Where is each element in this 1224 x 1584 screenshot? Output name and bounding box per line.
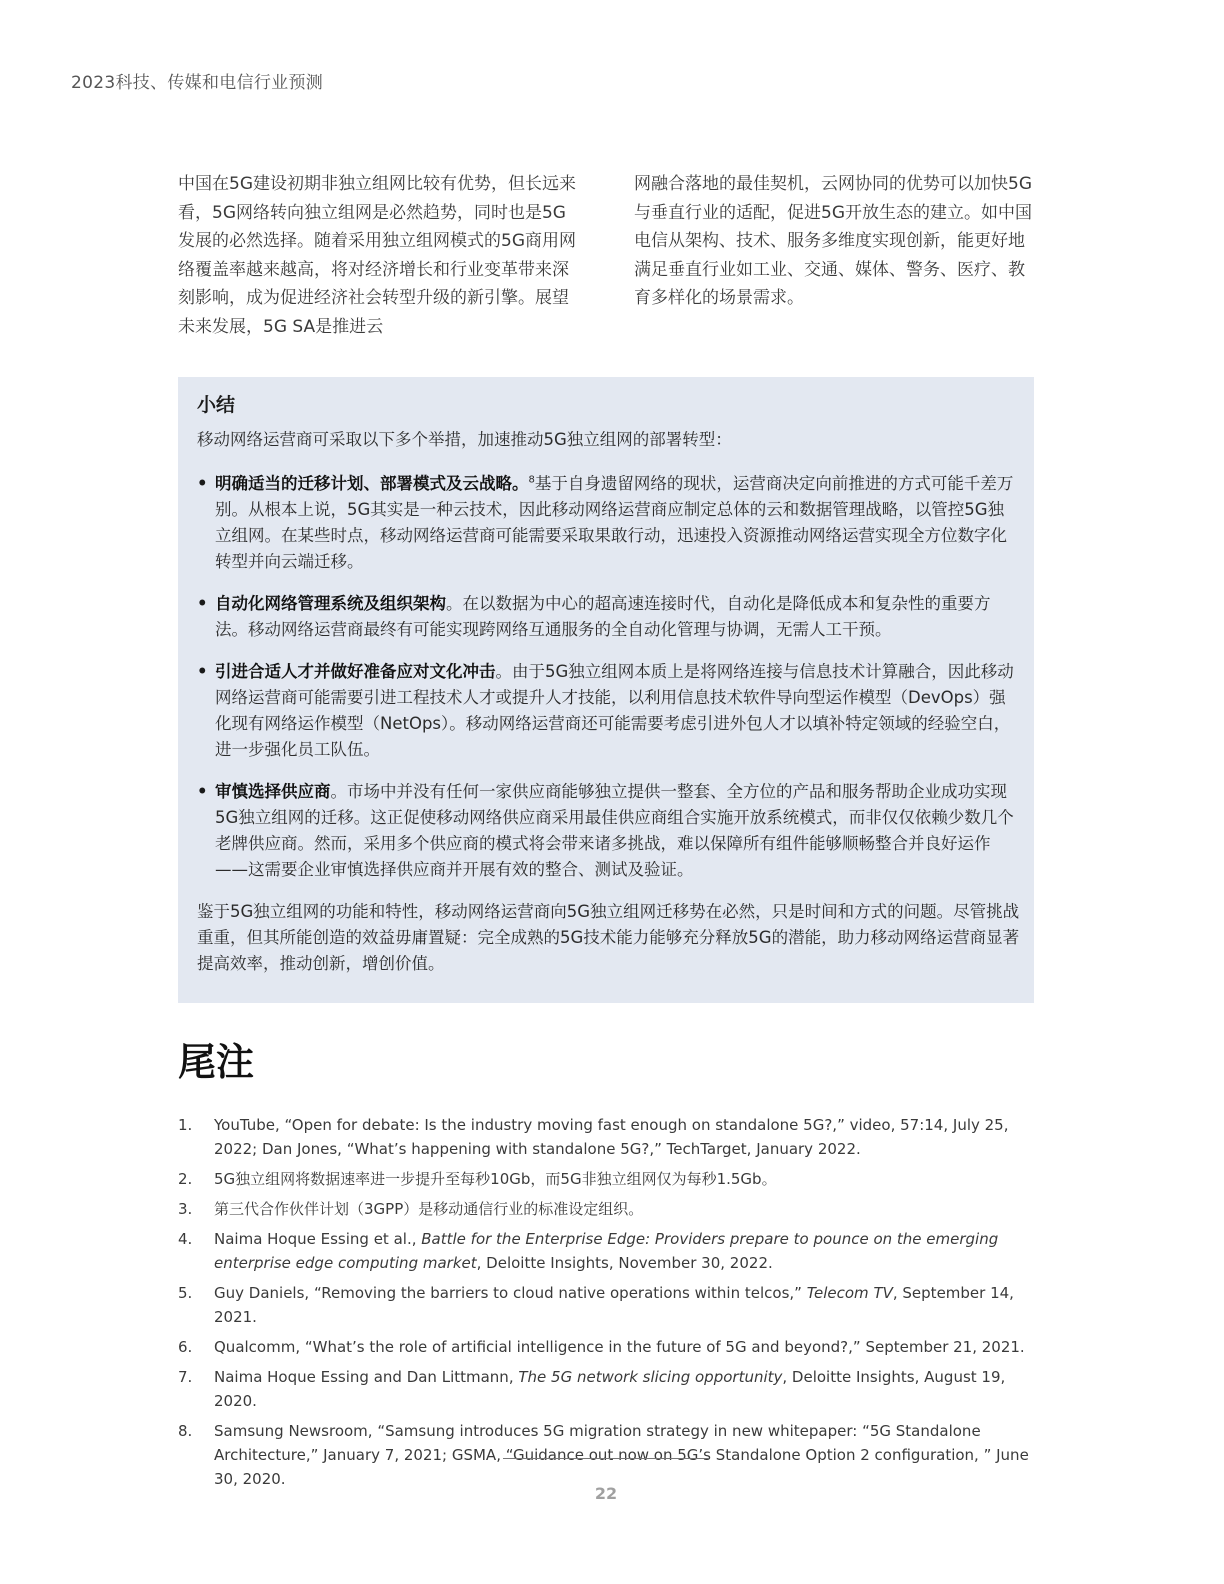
summary-item-lead: 明确适当的迁移计划、部署模式及云战略。: [215, 474, 529, 493]
summary-intro: 移动网络运营商可采取以下多个举措，加速推动5G独立组网的部署转型：: [197, 430, 732, 449]
endnote-text-part: Qualcomm, “What’s the role of artificial intelligence in the future of 5G and beyond?,” September 21, 2021.: [214, 1338, 1025, 1356]
endnote-item: [178, 1227, 1034, 1275]
endnote-title-italic: The 5G network slicing opportunity: [518, 1368, 783, 1386]
endnote-text-part: , Deloitte Insights, November 30, 2022.: [476, 1254, 773, 1272]
bullet-icon: •: [197, 662, 208, 681]
endnote-text-part: Naima Hoque Essing et al.,: [214, 1230, 422, 1248]
endnote-item: [178, 1113, 1034, 1161]
endnote-text-part: 5G独立组网将数据速率进一步提升至每秒10Gb，而5G非独立组网仅为每秒1.5Gb。: [214, 1170, 777, 1188]
summary-list: [197, 471, 1020, 883]
bullet-icon: •: [197, 474, 208, 493]
summary-item-talent: [197, 659, 1020, 763]
endnote-number: 6.: [178, 1338, 193, 1356]
summary-item-lead: 审慎选择供应商: [215, 782, 331, 801]
endnote-text: [214, 1227, 1034, 1275]
endnote-number: 8.: [178, 1422, 193, 1440]
endnote-item: [178, 1197, 1034, 1221]
endnote-text-part: , Deloitte Insights, August 19, 2020.: [214, 1368, 1006, 1410]
bullet-icon: •: [197, 782, 208, 801]
summary-item-vendors: [197, 779, 1020, 883]
summary-item-lead: 引进合适人才并做好准备应对文化冲击: [215, 662, 496, 681]
endnote-text: [214, 1113, 1034, 1161]
endnote-number: 7.: [178, 1368, 193, 1386]
endnote-number: 1.: [178, 1116, 193, 1134]
endnote-text-part: , September 14, 2021.: [214, 1284, 1014, 1326]
endnote-number: 4.: [178, 1230, 193, 1248]
footnote-ref[interactable]: 8: [528, 474, 535, 486]
endnote-text: [214, 1281, 1034, 1329]
endnote-text-part: Samsung Newsroom, “Samsung introduces 5G migration strategy in new whitepaper: “5G Standalone Architecture,” January 7, 2021; GSMA, “Guidance out now on 5G’s Standalone Option 2 configuration, ” June 30, 2020.: [214, 1422, 1029, 1488]
endnote-number: 3.: [178, 1200, 193, 1218]
endnote-text-part: Guy Daniels, “Removing the barriers to cloud native operations within telcos,”: [214, 1284, 807, 1302]
footer-divider: [503, 1458, 709, 1459]
endnote-item: [178, 1419, 1034, 1491]
page-number: 22: [594, 1484, 618, 1503]
summary-box: [178, 377, 1034, 1003]
endnote-item: [178, 1365, 1034, 1413]
running-header: 2023科技、传媒和电信行业预测: [71, 73, 324, 93]
bullet-icon: •: [197, 594, 208, 613]
summary-item-migration: [197, 471, 1020, 575]
endnote-text-part: Naima Hoque Essing and Dan Littmann,: [214, 1368, 519, 1386]
summary-conclusion: 鉴于5G独立组网的功能和特性，移动网络运营商向5G独立组网迁移势在必然，只是时间和方式的问题。尽管挑战重重，但其所能创造的效益毋庸置疑：完全成熟的5G技术能力能够充分释放5G的潜能，助力移动网络运营商显著提高效率，推动创新，增创价值。: [197, 902, 1020, 973]
summary-item-automation: [197, 591, 1020, 643]
endnote-text: [214, 1335, 1034, 1359]
endnotes-list: [178, 1113, 1034, 1497]
summary-item-text: 。市场中并没有任何一家供应商能够独立提供一整套、全方位的产品和服务帮助企业成功实现5G独立组网的迁移。这正促使移动网络供应商采用最佳供应商组合实施开放系统模式，而非仅仅依赖少数几个老牌供应商。然而，采用多个供应商的模式将会带来诸多挑战，难以保障所有组件能够顺畅整合并良好运作——这需要企业审慎选择供应商并开展有效的整合、测试及验证。: [215, 782, 1014, 879]
endnote-title-italic: Battle for the Enterprise Edge: Providers prepare to pounce on the emerging enterprise edge computing market: [214, 1230, 999, 1272]
endnote-number: 5.: [178, 1284, 193, 1302]
intro-column-left: 中国在5G建设初期非独立组网比较有优势，但长远来看，5G网络转向独立组网是必然趋势，同时也是5G发展的必然选择。随着采用独立组网模式的5G商用网络覆盖率越来越高，将对经济增长和行业变革带来深刻影响，成为促进经济社会转型升级的新引擎。展望未来发展，5G SA是推进云: [178, 174, 576, 337]
endnote-text: [214, 1365, 1034, 1413]
endnote-text-part: 第三代合作伙伴计划（3GPP）是移动通信行业的标准设定组织。: [214, 1200, 644, 1218]
summary-item-text: 基于自身遗留网络的现状，运营商决定向前推进的方式可能千差万别。从根本上说，5G其实是一种云技术，因此移动网络运营商应制定总体的云和数据管理战略，以管控5G独立组网。在某些时点，移动网络运营商可能需要采取果敢行动，迅速投入资源推动网络运营实现全方位数字化转型并向云端迁移。: [215, 474, 1014, 571]
endnote-text-part: YouTube, “Open for debate: Is the industry moving fast enough on standalone 5G?,” video, 57:14, July 25, 2022; Dan Jones, “What’s happening with standalone 5G?,” TechTarget, January 2022.: [214, 1116, 1009, 1158]
endnotes-title: 尾注: [178, 1040, 255, 1084]
summary-item-text: 。由于5G独立组网本质上是将网络连接与信息技术计算融合，因此移动网络运营商可能需要引进工程技术人才或提升人才技能，以利用信息技术软件导向型运作模型（DevOps）强化现有网络运作模型（NetOps）。移动网络运营商还可能需要考虑引进外包人才以填补特定领域的经验空白，进一步强化员工队伍。: [215, 662, 1014, 759]
intro-section: [178, 170, 1034, 341]
intro-column-right: 网融合落地的最佳契机，云网协同的优势可以加快5G与垂直行业的适配，促进5G开放生态的建立。如中国电信从架构、技术、服务多维度实现创新，能更好地满足垂直行业如工业、交通、媒体、警务、医疗、教育多样化的场景需求。: [634, 174, 1032, 308]
endnote-item: [178, 1281, 1034, 1329]
endnote-title-italic: Telecom TV: [806, 1284, 893, 1302]
summary-title: 小结: [197, 394, 236, 416]
endnote-text: [214, 1167, 1034, 1191]
endnote-item: [178, 1335, 1034, 1359]
endnote-text: [214, 1197, 1034, 1221]
endnote-number: 2.: [178, 1170, 193, 1188]
endnote-item: [178, 1167, 1034, 1191]
summary-item-lead: 自动化网络管理系统及组织架构: [215, 594, 446, 613]
summary-item-text: 。在以数据为中心的超高速连接时代，自动化是降低成本和复杂性的重要方法。移动网络运营商最终有可能实现跨网络互通服务的全自动化管理与协调，无需人工干预。: [215, 594, 991, 639]
endnote-text: [214, 1419, 1034, 1491]
